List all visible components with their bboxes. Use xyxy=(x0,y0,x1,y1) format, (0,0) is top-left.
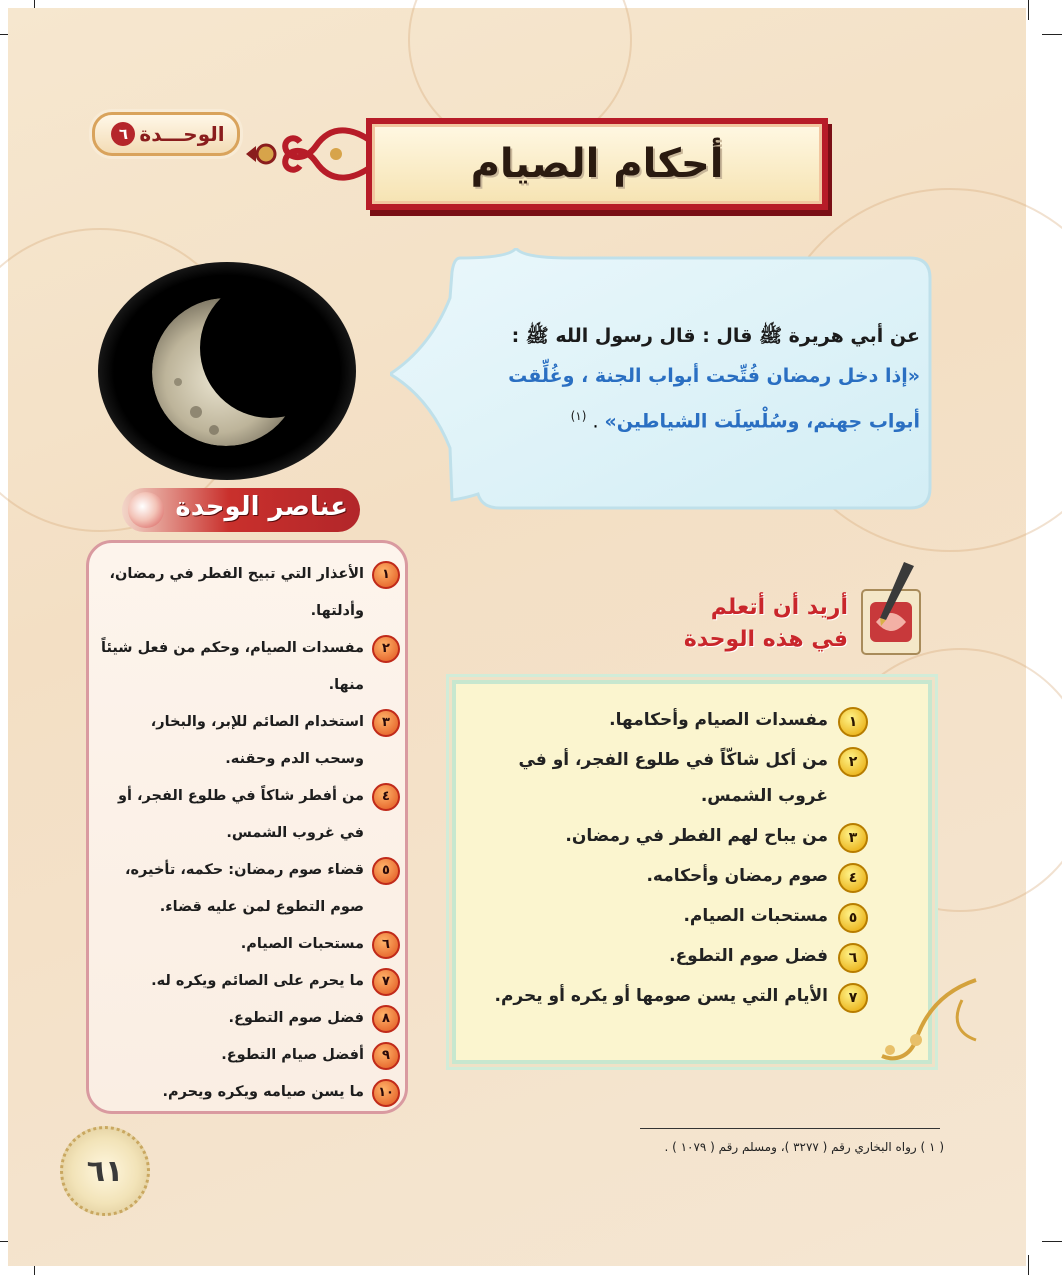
item-number: ٢ xyxy=(838,747,868,777)
item-number: ٣ xyxy=(372,709,400,737)
list-item xyxy=(98,1000,400,1037)
unit-badge xyxy=(92,112,240,156)
unit-elements-title: عناصر الوحدة xyxy=(175,492,348,522)
floral-ornament-icon xyxy=(866,970,986,1070)
list-item xyxy=(98,852,400,926)
item-number: ١ xyxy=(372,561,400,589)
item-text: من أكل شاكّاً في طلوع الفجر، أو في غروب الشمس. xyxy=(518,750,828,806)
list-item xyxy=(478,938,868,974)
item-text: فضل صوم التطوع. xyxy=(669,946,828,966)
notepad-pen-icon xyxy=(856,560,928,660)
footnote-divider xyxy=(640,1128,940,1129)
moon-image xyxy=(98,262,356,480)
item-number: ١ xyxy=(838,707,868,737)
decorative-ball-icon xyxy=(128,492,164,528)
item-text: مفسدات الصيام، وحكم من فعل شيئاً منها. xyxy=(101,640,364,693)
title-frame xyxy=(366,118,828,210)
item-text: أفضل صيام التطوع. xyxy=(221,1047,364,1063)
list-item xyxy=(478,742,868,814)
item-number: ٤ xyxy=(372,783,400,811)
item-number: ٥ xyxy=(838,903,868,933)
item-text: قضاء صوم رمضان: حكمه، تأخيره، صوم التطوع لمن عليه قضاء. xyxy=(124,862,364,915)
hadith-intro: عن أبي هريرة ﷺ قال : قال رسول الله ﷺ : xyxy=(511,325,920,347)
item-text: الأعذار التي تبيح الفطر في رمضان، وأدلتها. xyxy=(109,566,364,619)
list-item xyxy=(98,1037,400,1074)
item-text: استخدام الصائم للإبر، والبخار، وسحب الدم وحقنه. xyxy=(150,714,364,767)
list-item xyxy=(478,898,868,934)
learn-list xyxy=(478,702,868,1018)
learn-title-line2: في هذه الوحدة xyxy=(683,627,848,652)
footnote-ref: (١) xyxy=(570,409,587,423)
item-number: ٦ xyxy=(372,931,400,959)
item-text: مستحبات الصيام. xyxy=(240,936,364,952)
learn-title-line1: أريد أن أتعلم xyxy=(710,595,848,620)
list-item xyxy=(478,818,868,854)
learn-title xyxy=(660,592,848,656)
list-item xyxy=(98,1074,400,1111)
list-item xyxy=(478,978,868,1014)
item-text: ما يسن صيامه ويكره ويحرم. xyxy=(162,1084,364,1100)
item-text: ما يحرم على الصائم ويكره له. xyxy=(151,973,364,989)
crop-mark xyxy=(1028,1255,1029,1275)
item-number: ٣ xyxy=(838,823,868,853)
unit-number: ٦ xyxy=(111,122,135,146)
list-item xyxy=(98,630,400,704)
unit-elements-header xyxy=(122,488,360,532)
item-text: من يباح لهم الفطر في رمضان. xyxy=(565,826,828,846)
unit-label: الوحـــدة xyxy=(139,122,225,146)
footnote: ( ١ ) رواه البخاري رقم ( ٣٢٧٧ )، ومسلم رقم ( ١٠٧٩ ) . xyxy=(664,1140,944,1154)
item-number: ٨ xyxy=(372,1005,400,1033)
list-item xyxy=(478,858,868,894)
hadith-text xyxy=(470,316,920,441)
list-item xyxy=(478,702,868,738)
item-number: ٩ xyxy=(372,1042,400,1070)
item-number: ١٠ xyxy=(372,1079,400,1107)
crescent-moon-icon xyxy=(98,262,356,480)
title-ornament-icon xyxy=(236,116,386,192)
item-text: فضل صوم التطوع. xyxy=(228,1010,364,1026)
item-number: ٧ xyxy=(838,983,868,1013)
hadith-quote: «إذا دخل رمضان فُتِّحت أبواب الجنة ، وغُلِّقت أبواب جهنم، وسُلْسِلَت الشياطين» xyxy=(508,365,920,433)
item-number: ٢ xyxy=(372,635,400,663)
item-text: مفسدات الصيام وأحكامها. xyxy=(609,710,828,730)
hadith-end: . xyxy=(592,410,605,433)
page-number-medallion xyxy=(60,1126,150,1216)
item-text: من أفطر شاكاً في طلوع الفجر، أو في غروب الشمس. xyxy=(117,788,364,841)
item-number: ٤ xyxy=(838,863,868,893)
crop-mark xyxy=(1028,0,1029,20)
list-item xyxy=(98,778,400,852)
item-text: صوم رمضان وأحكامه. xyxy=(646,866,828,886)
item-number: ٦ xyxy=(838,943,868,973)
crop-mark xyxy=(1042,34,1062,35)
page-title: أحكام الصيام xyxy=(470,141,724,187)
item-number: ٥ xyxy=(372,857,400,885)
crop-mark xyxy=(1042,1241,1062,1242)
list-item xyxy=(98,704,400,778)
list-item xyxy=(98,556,400,630)
item-text: مستحبات الصيام. xyxy=(683,906,828,926)
page-number: ٦١ xyxy=(86,1153,124,1189)
item-number: ٧ xyxy=(372,968,400,996)
list-item xyxy=(98,963,400,1000)
list-item xyxy=(98,926,400,963)
item-text: الأيام التي يسن صومها أو يكره أو يحرم. xyxy=(494,986,828,1006)
unit-elements-list xyxy=(98,556,400,1111)
